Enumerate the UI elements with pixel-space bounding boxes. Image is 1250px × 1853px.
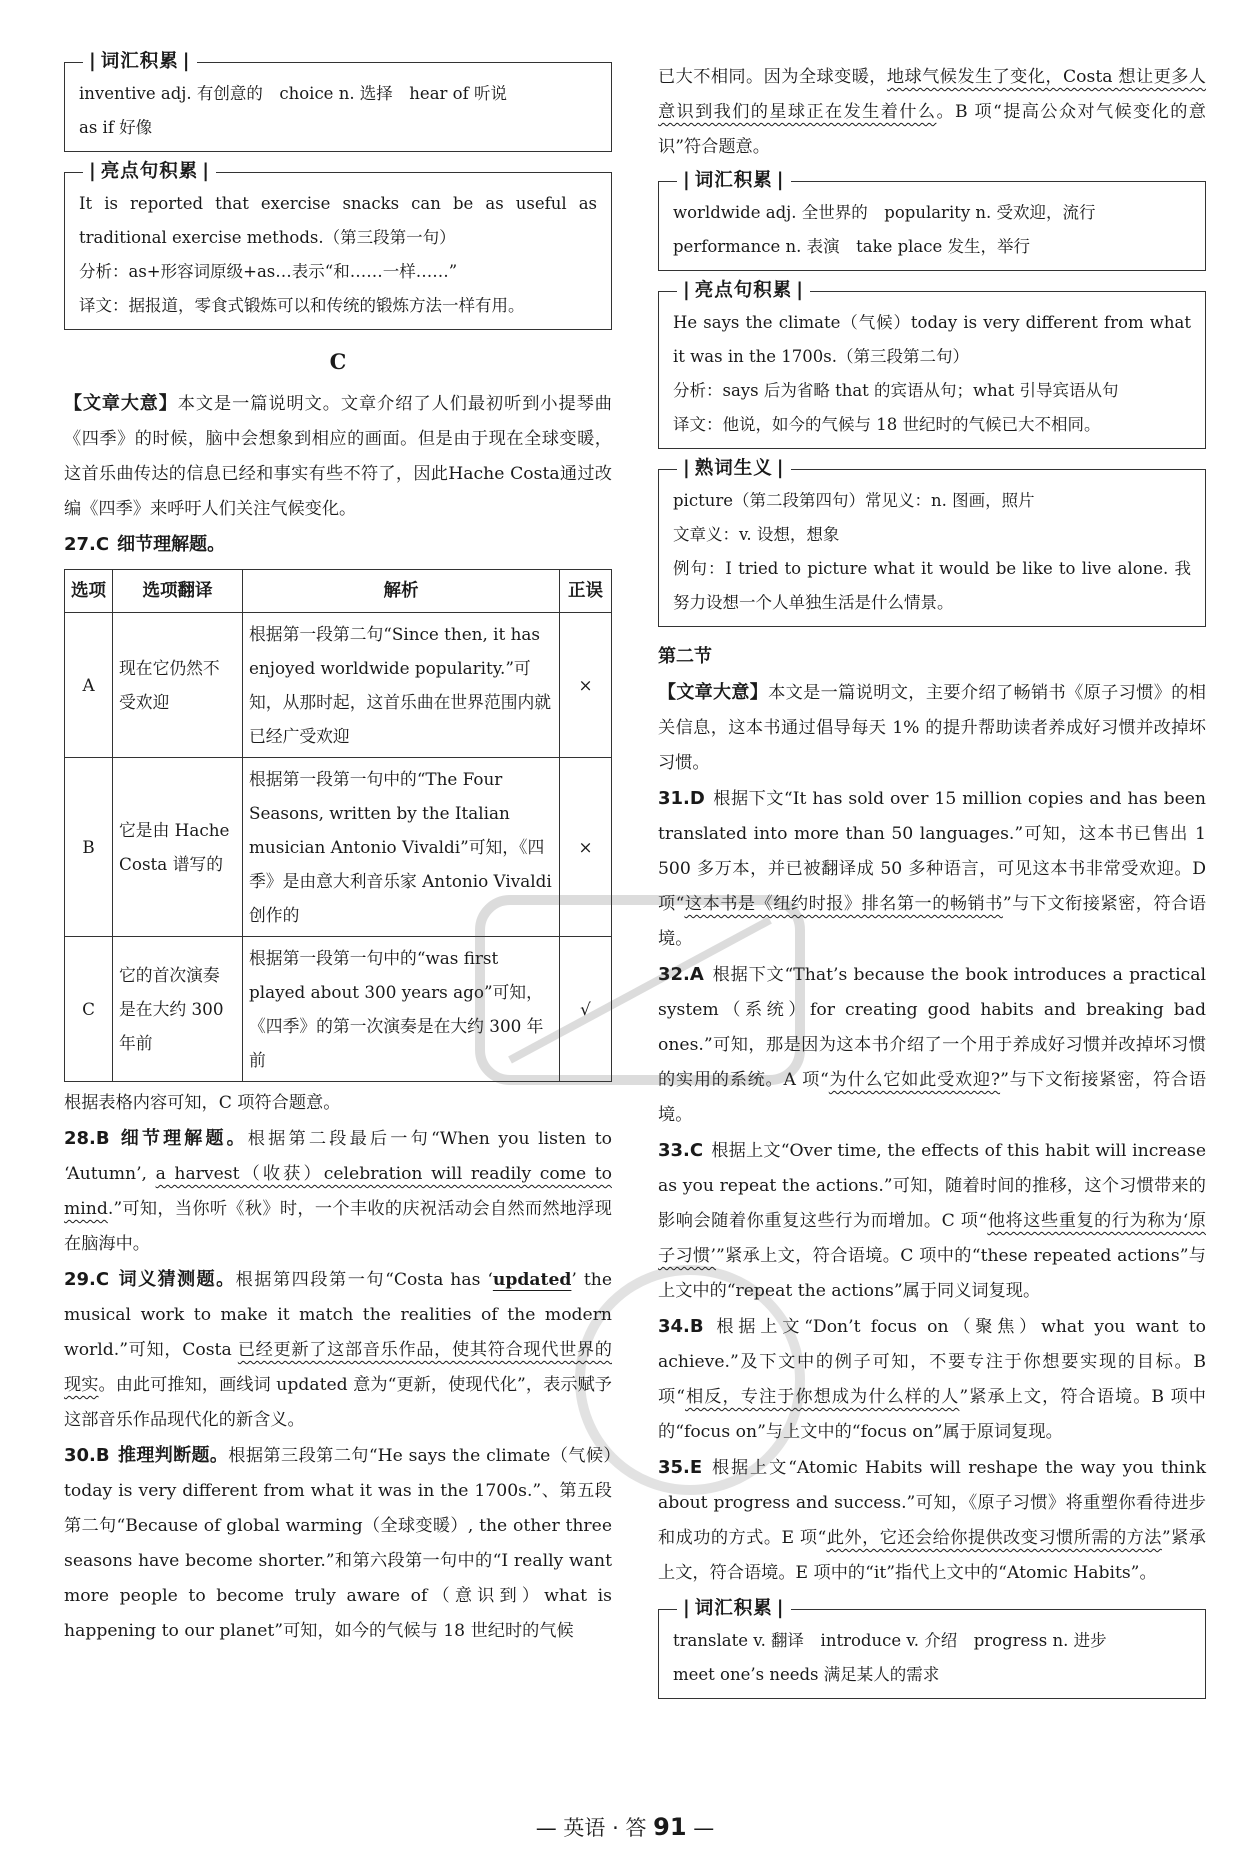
vocab-line: as if 好像	[79, 118, 153, 137]
left-column	[64, 52, 612, 1649]
q34-answer	[658, 1309, 1206, 1450]
sentence-line: 分析：as+形容词原级+as…表示“和……一样……”	[79, 262, 458, 281]
q30-cont-text: 。B 项“提高公众对气候变化的意识”符合题意。	[658, 102, 1206, 157]
q28-type: 细节理解题。	[117, 1128, 248, 1149]
sentence-box-2-title: | 亮点句积累 |	[677, 279, 810, 303]
q33-text: 根据上文“Over time, the effects of this habit will increase as you repeat the actions.”可知，随着时间的推移，这个习惯带来的影响会随着你重复这些行为而增加。C 项“	[658, 1141, 1206, 1231]
summary-label: 【文章大意】	[64, 393, 178, 414]
q30-type: 推理判断题。	[117, 1445, 229, 1466]
vocab-box-3-title: | 词汇积累 |	[677, 1597, 791, 1621]
q32-underlined: 为什么它如此受欢迎?	[828, 1070, 1001, 1090]
summary-2	[658, 675, 1206, 781]
q32-number: 32.A	[658, 964, 704, 985]
vocab-box-1-title: | 词汇积累 |	[83, 50, 197, 74]
q30-text: 根据第三段第二句“He says the climate（气候）today is very different from what it was in the 1700s.”、第五段第二句“Because of global warming（全球变暖）, the other three seasons have become shorter.”和第六段第一句中的“I really want more people to become truly aware of（意识到）what is happening to our planet”可知，如今的气候与 18 世纪时的气候	[64, 1446, 613, 1641]
vocab-line: performance n. 表演 take place 发生，举行	[673, 237, 1031, 256]
sentence-line: He says the climate（气候）today is very different from what it was in the 1700s.（第三段第二句）	[673, 313, 1191, 366]
q29-word: updated	[492, 1270, 572, 1290]
q29-text: ’ the musical work to make it match the realities of the modern world.”可知，Costa	[64, 1270, 612, 1360]
q35-text: ”紧承上文，符合语境。E 项中的“it”指代上文中的“Atomic Habits”。	[658, 1528, 1206, 1583]
q29-text: 根据第四段第一句“Costa has ‘	[235, 1270, 493, 1290]
q31-answer	[658, 781, 1206, 957]
familiar-line: 文章义：v. 设想，想象	[673, 525, 840, 544]
table-cell: √	[560, 937, 612, 1082]
q35-number: 35.E	[658, 1457, 703, 1478]
q35-text: 根据上文“Atomic Habits will reshape the way you think about progress and success.”可知，《原子习惯》将重塑你看待进步和成功的方式。E 项“	[658, 1458, 1206, 1548]
sentence-box-1	[64, 161, 612, 330]
q34-number: 34.B	[658, 1316, 704, 1337]
familiar-word-title: | 熟词生义 |	[677, 457, 791, 481]
table-row	[65, 758, 612, 937]
q35-answer	[658, 1450, 1206, 1591]
summary-c	[64, 386, 612, 527]
q33-underlined: 他将这些重复的行为称为‘原子习惯’	[658, 1211, 1206, 1266]
table-cell: 它是由 Hache Costa 谱写的	[113, 758, 243, 937]
section-2-heading: 第二节	[658, 646, 712, 667]
table-header: 选项翻译	[113, 570, 243, 613]
q30-answer	[64, 1438, 612, 1649]
q33-text: ”紧承上文，符合语境。C 项中的“these repeated actions”与上文中的“repeat the actions”属于同义词复现。	[658, 1246, 1206, 1301]
table-header: 选项	[65, 570, 113, 613]
vocab-line: meet one’s needs 满足某人的需求	[673, 1665, 940, 1684]
q27-table	[64, 569, 612, 1082]
vocab-line: translate v. 翻译 introduce v. 介绍 progress n. 进步	[673, 1631, 1107, 1650]
q27-type: 细节理解题。	[117, 534, 226, 555]
page-footer	[0, 1812, 1250, 1842]
q32-text: ”与下文衔接紧密，符合语境。	[658, 1070, 1207, 1125]
table-cell: B	[65, 758, 113, 937]
familiar-word-box	[658, 458, 1206, 627]
q27-number: 27.C	[64, 534, 110, 555]
q30-number: 30.B	[64, 1445, 110, 1466]
q32-text: 根据下文“That’s because the book introduces a practical system（系统）for creating good habits and breaking bad ones.”可知，那是因为这本书介绍了一个用于养成好习惯并改掉坏习惯的实用的系统。A 项“	[658, 965, 1206, 1090]
q34-underlined: 相反，专注于你想成为什么样的人	[685, 1387, 960, 1407]
vocab-box-3	[658, 1598, 1206, 1699]
q33-number: 33.C	[658, 1140, 704, 1161]
summary-text: 本文是一篇说明文。文章介绍了人们最初听到小提琴曲《四季》的时候，脑中会想象到相应的画面。但是由于现在全球变暖，这首乐曲传达的信息已经和事实有些不符了，因此Hache Costa通过改编《四季》来呼吁人们关注气候变化。	[64, 394, 612, 519]
footer-tail: —	[686, 1816, 715, 1840]
q30-cont-underlined: 地球气候发生了变化，Costa 想让更多人意识到我们的星球正在发生着什么	[658, 67, 1206, 122]
q34-text: 根据上文“Don’t focus on（聚焦）what you want to achieve.”及下文中的例子可知，不要专注于你想要实现的目标。B 项“	[658, 1317, 1206, 1407]
sentence-box-1-title: | 亮点句积累 |	[83, 160, 216, 184]
q35-underlined: 此外，它还会给你提供改变习惯所需的方法	[826, 1528, 1162, 1548]
vocab-box-2-title: | 词汇积累 |	[677, 169, 791, 193]
table-row	[65, 937, 612, 1082]
q28-answer	[64, 1121, 612, 1262]
table-header-row	[65, 570, 612, 613]
q28-text: .”可知，当你听《秋》时，一个丰收的庆祝活动会自然而然地浮现在脑海中。	[64, 1199, 612, 1254]
q30-continued	[658, 60, 1206, 165]
table-header: 解析	[243, 570, 560, 613]
table-header: 正误	[560, 570, 612, 613]
table-cell: 现在它仍然不受欢迎	[113, 613, 243, 758]
sentence-line: 译文：他说，如今的气候与 18 世纪时的气候已大不相同。	[673, 415, 1101, 434]
q33-answer	[658, 1133, 1206, 1309]
q29-number: 29.C	[64, 1269, 110, 1290]
sentence-line: 分析：says 后为省略 that 的宾语从句；what 引导宾语从句	[673, 381, 1119, 400]
right-column	[658, 60, 1206, 1711]
vocab-box-1	[64, 51, 612, 152]
table-row	[65, 613, 612, 758]
table-cell: ×	[560, 758, 612, 937]
vocab-line: worldwide adj. 全世界的 popularity n. 受欢迎，流行	[673, 203, 1096, 222]
table-cell: A	[65, 613, 113, 758]
table-cell: ×	[560, 613, 612, 758]
sentence-box-2	[658, 280, 1206, 449]
familiar-line: picture（第二段第四句）常见义：n. 图画，照片	[673, 491, 1035, 510]
q30-cont-text: 已大不相同。因为全球变暖，	[658, 67, 887, 87]
q34-text: ”紧承上文，符合语境。B 项中的“focus on”与上文中的“focus on”属于原词复现。	[658, 1387, 1206, 1442]
q31-underlined: 这本书是《纽约时报》排名第一的畅销书	[684, 894, 1003, 914]
sentence-line: 译文：据报道，零食式锻炼可以和传统的锻炼方法一样有用。	[79, 296, 525, 315]
vocab-line: inventive adj. 有创意的 choice n. 选择 hear of 听说	[79, 84, 507, 103]
q28-underlined: a harvest（收获）celebration will readily come to mind	[64, 1164, 612, 1219]
section-heading-c: C	[329, 349, 347, 374]
table-cell: C	[65, 937, 113, 1082]
summary-label: 【文章大意】	[658, 682, 769, 703]
q31-text: 根据下文“It has sold over 15 million copies and has been translated into more than 50 languages.”可知，这本书已售出 1 500 多万本，并已被翻译成 50 多种语言，可见这本书非常受欢迎。D 项“	[658, 789, 1206, 914]
q27-heading	[64, 527, 612, 563]
vocab-box-2	[658, 170, 1206, 271]
footer-subject: — 英语 · 答	[535, 1816, 654, 1840]
table-cell: 根据第一段第一句中的“was first played about 300 years ago”可知，《四季》的第一次演奏是在大约 300 年前	[243, 937, 560, 1082]
q28-text: 根据第二段最后一句“When you listen to ‘Autumn’,	[64, 1129, 613, 1184]
q29-underlined: 已经更新了这部音乐作品，使其符合现代世界的现实	[64, 1340, 612, 1395]
table-cell: 根据第一段第二句“Since then, it has enjoyed worldwide popularity.”可知，从那时起，这首乐曲在世界范围内就已经广受欢迎	[243, 613, 560, 758]
q31-text: ”与下文衔接紧密，符合语境。	[658, 894, 1206, 949]
sentence-line: It is reported that exercise snacks can be as useful as traditional exercise methods.（第三段第一句）	[79, 194, 597, 247]
q31-number: 31.D	[658, 788, 705, 809]
table-cell: 它的首次演奏是在大约 300 年前	[113, 937, 243, 1082]
q32-answer	[658, 957, 1206, 1133]
page-number: 91	[653, 1813, 687, 1841]
q29-answer	[64, 1262, 612, 1438]
q29-text: 。由此可推知，画线词 updated 意为“更新，使现代化”，表示赋予这部音乐作品现代化的新含义。	[64, 1375, 612, 1430]
q28-number: 28.B	[64, 1128, 110, 1149]
familiar-line: 例句：I tried to picture what it would be like to live alone. 我努力设想一个人单独生活是什么情景。	[673, 559, 1191, 612]
table-cell: 根据第一段第一句中的“The Four Seasons, written by the Italian musician Antonio Vivaldi”可知，《四季》是由意大利音乐家 Antonio Vivaldi 创作的	[243, 758, 560, 937]
q29-type: 词义猜测题。	[117, 1269, 236, 1290]
q27-conclusion: 根据表格内容可知，C 项符合题意。	[64, 1093, 341, 1113]
summary-text: 本文是一篇说明文，主要介绍了畅销书《原子习惯》的相关信息，这本书通过倡导每天 1% 的提升帮助读者养成好习惯并改掉坏习惯。	[658, 683, 1206, 773]
